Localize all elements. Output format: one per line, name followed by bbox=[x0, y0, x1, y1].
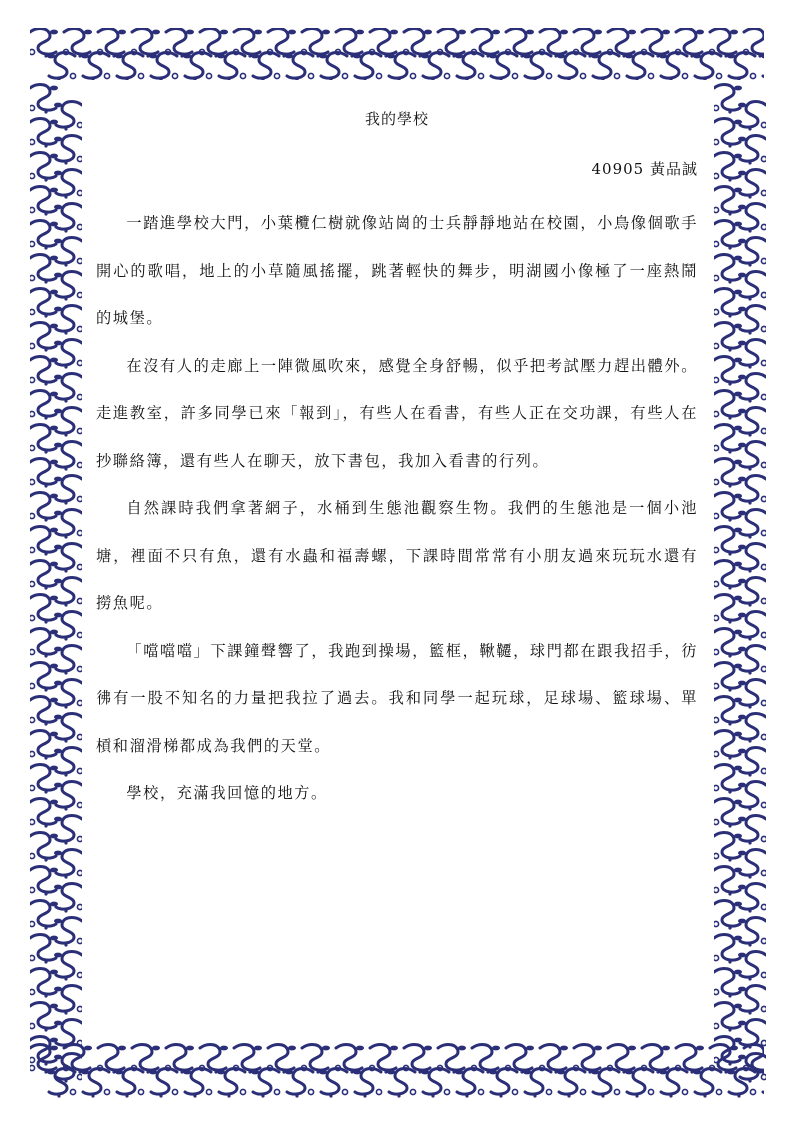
vine-motif bbox=[489, 1069, 518, 1098]
border-right-ornament bbox=[714, 28, 766, 1098]
vine-motif bbox=[591, 1069, 620, 1098]
vine-motif bbox=[738, 884, 766, 913]
essay-content bbox=[96, 100, 698, 1020]
vine-motif bbox=[149, 1069, 178, 1098]
vine-motif bbox=[285, 1069, 314, 1098]
vine-motif bbox=[54, 442, 82, 471]
vine-motif bbox=[714, 765, 742, 794]
vine-motif bbox=[714, 527, 742, 556]
vine-motif bbox=[233, 29, 262, 58]
vine-motif bbox=[149, 53, 178, 80]
vine-motif bbox=[738, 850, 766, 879]
vine-motif bbox=[738, 544, 766, 573]
vine-motif bbox=[81, 53, 110, 80]
vine-motif bbox=[738, 306, 766, 335]
vine-motif bbox=[675, 29, 704, 58]
vine-motif bbox=[54, 646, 82, 675]
vine-motif bbox=[30, 731, 58, 760]
vine-motif bbox=[641, 29, 670, 58]
vine-motif bbox=[30, 765, 58, 794]
vine-motif bbox=[738, 476, 766, 505]
vine-motif bbox=[539, 29, 568, 58]
vine-motif bbox=[738, 918, 766, 947]
paragraph-5: 學校，充滿我回憶的地方。 bbox=[126, 784, 328, 802]
vine-motif bbox=[738, 680, 766, 709]
vine-motif bbox=[183, 1069, 212, 1098]
vine-motif bbox=[591, 53, 620, 80]
vine-motif bbox=[131, 1045, 160, 1074]
vine-motif bbox=[54, 918, 82, 947]
border-left-ornament bbox=[30, 28, 82, 1098]
vine-motif bbox=[199, 1045, 228, 1074]
vine-motif bbox=[54, 340, 82, 369]
vine-motif bbox=[403, 1045, 432, 1074]
vine-motif bbox=[54, 986, 82, 1015]
vine-motif bbox=[54, 408, 82, 437]
vine-motif bbox=[30, 935, 58, 964]
vine-motif bbox=[183, 53, 212, 80]
vine-motif bbox=[738, 340, 766, 369]
vine-motif bbox=[199, 29, 228, 58]
vine-motif bbox=[54, 136, 82, 165]
vine-motif bbox=[165, 29, 194, 58]
vine-motif bbox=[369, 29, 398, 58]
vine-motif bbox=[714, 561, 742, 590]
vine-motif bbox=[54, 510, 82, 539]
vine-motif bbox=[437, 1045, 466, 1074]
vine-motif bbox=[738, 442, 766, 471]
essay-body bbox=[96, 200, 698, 818]
vine-motif bbox=[738, 714, 766, 743]
vine-motif bbox=[557, 53, 586, 80]
vine-motif bbox=[738, 1020, 766, 1049]
vine-motif bbox=[387, 1069, 416, 1098]
vine-motif bbox=[714, 969, 742, 998]
vine-motif bbox=[489, 53, 518, 80]
vine-motif bbox=[738, 408, 766, 437]
vine-motif bbox=[30, 221, 58, 250]
vine-motif bbox=[738, 510, 766, 539]
vine-motif bbox=[659, 53, 688, 80]
vine-motif bbox=[659, 1069, 688, 1098]
vine-motif bbox=[714, 731, 742, 760]
vine-motif bbox=[738, 816, 766, 845]
vine-motif bbox=[30, 289, 58, 318]
vine-motif bbox=[30, 663, 58, 692]
author-line: 40905 黃品誠 bbox=[591, 160, 698, 178]
vine-motif bbox=[738, 136, 766, 165]
vine-motif bbox=[54, 884, 82, 913]
vine-motif bbox=[30, 901, 58, 930]
vine-motif bbox=[455, 53, 484, 80]
vine-motif bbox=[54, 680, 82, 709]
vine-motif bbox=[714, 153, 742, 182]
vine-motif bbox=[30, 187, 58, 216]
vine-motif bbox=[54, 476, 82, 505]
vine-motif bbox=[54, 272, 82, 301]
vine-motif bbox=[54, 374, 82, 403]
vine-motif bbox=[267, 1045, 296, 1074]
vine-motif bbox=[30, 425, 58, 454]
vine-motif bbox=[54, 952, 82, 981]
vine-motif bbox=[714, 833, 742, 862]
vine-motif bbox=[54, 714, 82, 743]
vine-motif bbox=[369, 1045, 398, 1074]
paragraph-4: 「噹噹噹」下課鐘聲響了，我跑到操場，籃框，鞦韆，球門都在跟我招手，彷彿有一股不知名的力量把我拉了過去。我和同學一起玩球，足球場、籃球場、單槓和溜滑梯都成為我們的天堂。 bbox=[96, 641, 698, 755]
vine-motif bbox=[471, 1045, 500, 1074]
vine-motif bbox=[738, 170, 766, 199]
paragraph-2: 在沒有人的走廊上一陣微風吹來，感覺全身舒暢，似乎把考試壓力趕出體外。走進教室，許多同學已來「報到」，有些人在看書，有些人正在交功課，有些人在抄聯絡簿，還有些人在聊天，放下書包，我加入看書的行列。 bbox=[96, 356, 698, 470]
vine-motif bbox=[714, 663, 742, 692]
vine-motif bbox=[335, 1045, 364, 1074]
vine-motif bbox=[714, 799, 742, 828]
vine-motif bbox=[714, 255, 742, 284]
vine-motif bbox=[557, 1069, 586, 1098]
vine-motif bbox=[714, 289, 742, 318]
vine-motif bbox=[714, 85, 742, 114]
vine-motif bbox=[30, 153, 58, 182]
vine-motif bbox=[54, 578, 82, 607]
vine-motif bbox=[30, 357, 58, 386]
vine-motif bbox=[131, 29, 160, 58]
vine-motif bbox=[30, 119, 58, 148]
vine-motif bbox=[217, 1069, 246, 1098]
vine-motif bbox=[607, 1045, 636, 1074]
essay-title: 我的學校 bbox=[364, 110, 429, 128]
vine-motif bbox=[738, 578, 766, 607]
vine-motif bbox=[30, 799, 58, 828]
vine-motif bbox=[251, 53, 280, 80]
vine-motif bbox=[251, 1069, 280, 1098]
vine-motif bbox=[301, 29, 330, 58]
vine-motif bbox=[714, 935, 742, 964]
vine-motif bbox=[523, 1069, 552, 1098]
vine-motif bbox=[437, 29, 466, 58]
vine-motif bbox=[675, 1045, 704, 1074]
vine-motif bbox=[267, 29, 296, 58]
vine-motif bbox=[30, 493, 58, 522]
vine-motif bbox=[115, 53, 144, 80]
vine-motif bbox=[319, 53, 348, 80]
vine-motif bbox=[625, 53, 654, 80]
vine-motif bbox=[54, 102, 82, 131]
vine-motif bbox=[30, 629, 58, 658]
vine-motif bbox=[301, 1045, 330, 1074]
vine-motif bbox=[539, 1045, 568, 1074]
vine-motif bbox=[641, 1045, 670, 1074]
vine-motif bbox=[714, 1037, 742, 1066]
vine-motif bbox=[353, 53, 382, 80]
border-top-ornament bbox=[30, 28, 764, 80]
vine-motif bbox=[30, 1037, 58, 1066]
vine-motif bbox=[738, 612, 766, 641]
vine-motif bbox=[54, 238, 82, 267]
vine-motif bbox=[30, 527, 58, 556]
vine-motif bbox=[714, 119, 742, 148]
vine-motif bbox=[30, 323, 58, 352]
vine-motif bbox=[738, 238, 766, 267]
vine-motif bbox=[54, 748, 82, 777]
vine-motif bbox=[714, 425, 742, 454]
vine-motif bbox=[455, 1069, 484, 1098]
vine-motif bbox=[421, 1069, 450, 1098]
vine-motif bbox=[217, 53, 246, 80]
vine-motif bbox=[714, 629, 742, 658]
vine-motif bbox=[54, 1020, 82, 1049]
vine-motif bbox=[625, 1069, 654, 1098]
vine-motif bbox=[714, 391, 742, 420]
vine-motif bbox=[523, 53, 552, 80]
vine-motif bbox=[471, 29, 500, 58]
vine-motif bbox=[30, 697, 58, 726]
vine-motif bbox=[81, 1069, 110, 1098]
vine-motif bbox=[573, 29, 602, 58]
vine-motif bbox=[30, 969, 58, 998]
vine-motif bbox=[30, 595, 58, 624]
vine-motif bbox=[233, 1045, 262, 1074]
vine-motif bbox=[714, 459, 742, 488]
vine-motif bbox=[54, 1054, 82, 1083]
vine-motif bbox=[738, 102, 766, 131]
vine-motif bbox=[30, 459, 58, 488]
vine-motif bbox=[353, 1069, 382, 1098]
vine-motif bbox=[54, 544, 82, 573]
vine-motif bbox=[54, 306, 82, 335]
vine-motif bbox=[714, 187, 742, 216]
vine-motif bbox=[30, 255, 58, 284]
vine-motif bbox=[714, 867, 742, 896]
vine-motif bbox=[54, 782, 82, 811]
vine-motif bbox=[421, 53, 450, 80]
vine-motif bbox=[30, 85, 58, 114]
vine-motif bbox=[738, 748, 766, 777]
vine-motif bbox=[738, 646, 766, 675]
vine-motif bbox=[30, 1003, 58, 1032]
vine-motif bbox=[738, 204, 766, 233]
vine-motif bbox=[54, 612, 82, 641]
vine-motif bbox=[714, 1003, 742, 1032]
vine-motif bbox=[738, 272, 766, 301]
vine-motif bbox=[54, 170, 82, 199]
vine-motif bbox=[714, 901, 742, 930]
vine-motif bbox=[54, 816, 82, 845]
vine-motif bbox=[319, 1069, 348, 1098]
vine-motif bbox=[505, 29, 534, 58]
vine-motif bbox=[738, 1054, 766, 1083]
vine-motif bbox=[165, 1045, 194, 1074]
vine-motif bbox=[54, 204, 82, 233]
border-bottom-ornament bbox=[30, 1042, 764, 1098]
vine-motif bbox=[714, 493, 742, 522]
vine-motif bbox=[738, 986, 766, 1015]
vine-motif bbox=[54, 850, 82, 879]
vine-motif bbox=[97, 29, 126, 58]
vine-motif bbox=[505, 1045, 534, 1074]
vine-motif bbox=[714, 323, 742, 352]
vine-motif bbox=[738, 782, 766, 811]
vine-motif bbox=[738, 374, 766, 403]
vine-motif bbox=[573, 1045, 602, 1074]
vine-motif bbox=[30, 833, 58, 862]
vine-motif bbox=[30, 391, 58, 420]
vine-motif bbox=[403, 29, 432, 58]
paragraph-3: 自然課時我們拿著網子，水桶到生態池觀察生物。我們的生態池是一個小池塘，裡面不只有魚，還有水蟲和福壽螺，下課時間常常有小朋友過來玩玩水還有撈魚呢。 bbox=[96, 499, 698, 612]
vine-motif bbox=[714, 221, 742, 250]
vine-motif bbox=[97, 1045, 126, 1074]
vine-motif bbox=[714, 357, 742, 386]
vine-motif bbox=[387, 53, 416, 80]
vine-motif bbox=[335, 29, 364, 58]
vine-motif bbox=[285, 53, 314, 80]
vine-motif bbox=[30, 561, 58, 590]
vine-motif bbox=[30, 867, 58, 896]
vine-motif bbox=[738, 952, 766, 981]
paragraph-1: 一踏進學校大門，小葉欖仁樹就像站崗的士兵靜靜地站在校園，小鳥像個歌手開心的歌唱，地上的小草隨風搖擺，跳著輕快的舞步，明湖國小像極了一座熱鬧的城堡。 bbox=[96, 214, 698, 327]
vine-motif bbox=[714, 595, 742, 624]
vine-motif bbox=[115, 1069, 144, 1098]
vine-motif bbox=[607, 29, 636, 58]
vine-motif bbox=[714, 697, 742, 726]
